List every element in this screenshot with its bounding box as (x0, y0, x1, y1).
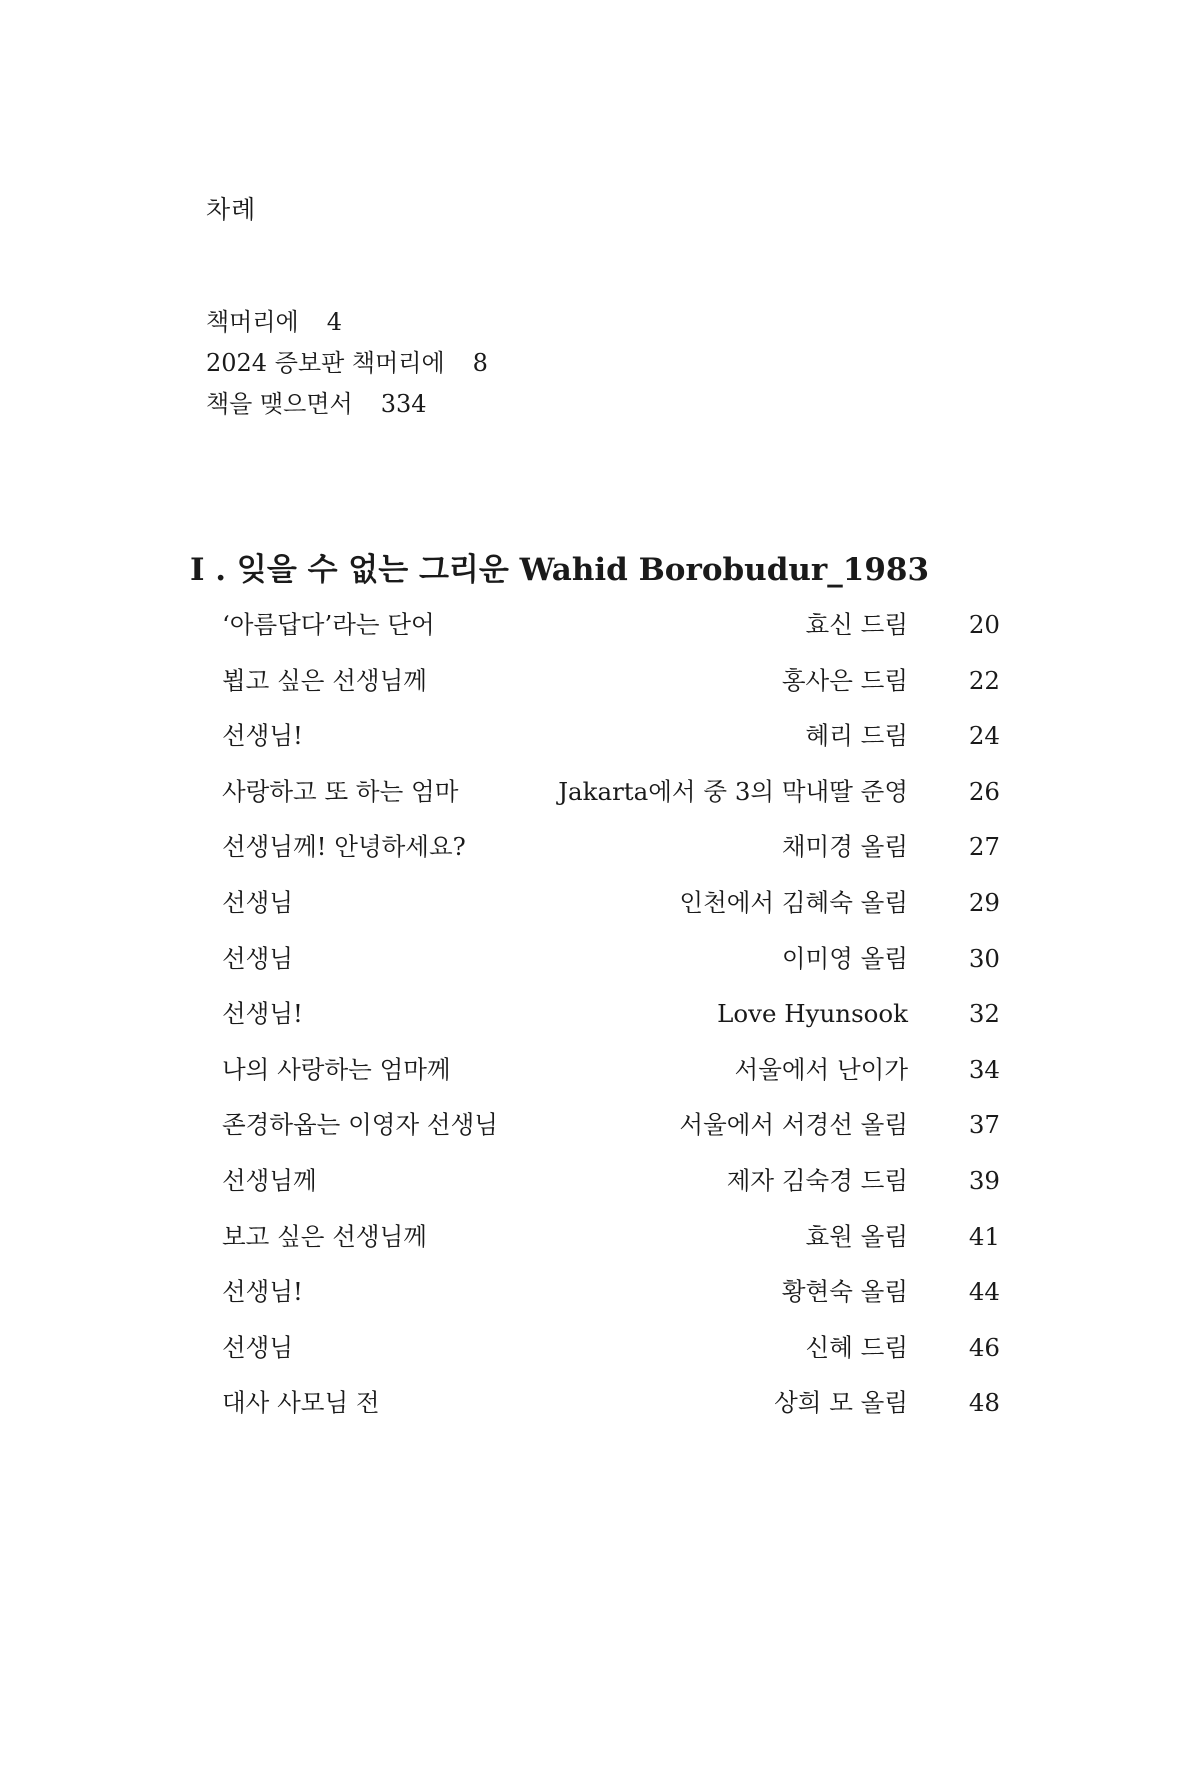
entry-author: 서울에서 난이가 (734, 1054, 908, 1084)
entry-title: 대사 사모님 전 (222, 1388, 380, 1418)
front-matter-page: 4 (326, 308, 343, 336)
entry-author: 이미영 올림 (781, 943, 908, 973)
entry-title: 선생님 (222, 943, 294, 973)
front-matter-page: 8 (472, 349, 488, 377)
toc-entry (222, 819, 1000, 875)
entry-author: 인천에서 김혜숙 올림 (679, 887, 908, 917)
toc-entry (222, 1042, 1000, 1098)
entry-page: 29 (968, 887, 1000, 917)
toc-entry (222, 1375, 1000, 1431)
toc-entry (222, 931, 1000, 987)
front-matter-list (206, 302, 488, 425)
toc-entry (222, 1153, 1000, 1209)
entry-page: 27 (968, 832, 1000, 862)
front-matter-label: 책머리에 (206, 308, 299, 336)
entry-page: 34 (968, 1054, 1000, 1084)
front-matter-label: 책을 맺으면서 (206, 390, 353, 418)
entry-page: 20 (968, 610, 1000, 639)
entry-author: 혜리 드림 (805, 721, 908, 751)
toc-entry (222, 764, 1000, 820)
entry-page: 32 (968, 999, 1000, 1029)
front-matter-item (206, 343, 488, 384)
entry-title: 선생님! (222, 999, 303, 1029)
entry-author: 서울에서 서경선 올림 (679, 1110, 908, 1140)
entry-page: 44 (968, 1277, 1000, 1307)
toc-entry (222, 1320, 1000, 1376)
entry-title: 뵙고 싶은 선생님께 (222, 665, 427, 695)
entry-title: 선생님 (222, 1332, 294, 1362)
entry-title: 선생님! (222, 721, 303, 751)
toc-entry (222, 986, 1000, 1042)
entry-author: 효신 드림 (805, 610, 908, 639)
entry-author: 제자 김숙경 드림 (726, 1165, 908, 1195)
toc-title: 차례 (206, 195, 257, 224)
entry-author: 상희 모 올림 (774, 1388, 908, 1418)
entry-page: 41 (968, 1221, 1000, 1251)
entry-title: 선생님께 (222, 1165, 317, 1195)
entry-author: 채미경 올림 (781, 832, 908, 862)
entry-page: 39 (968, 1165, 1000, 1195)
entry-page: 26 (968, 776, 1000, 806)
toc-entry-list (222, 597, 1000, 1431)
toc-entry (222, 1264, 1000, 1320)
front-matter-label: 2024 증보판 책머리에 (206, 349, 445, 377)
toc-entry (222, 875, 1000, 931)
toc-entry (222, 597, 1000, 653)
entry-page: 22 (968, 665, 1000, 695)
entry-title: 사랑하고 또 하는 엄마 (222, 776, 459, 806)
entry-page: 37 (968, 1110, 1000, 1140)
entry-author: 효원 올림 (805, 1221, 908, 1251)
entry-author: 홍사은 드림 (781, 665, 908, 695)
entry-author: 황현숙 올림 (781, 1277, 908, 1307)
entry-author: Jakarta에서 중 3의 막내딸 준영 (558, 776, 908, 806)
entry-title: 존경하옵는 이영자 선생님 (222, 1110, 498, 1140)
entry-title: 선생님께! 안녕하세요? (222, 832, 466, 862)
toc-entry (222, 653, 1000, 709)
entry-title: 선생님! (222, 1277, 303, 1307)
entry-author: Love Hyunsook (717, 999, 908, 1029)
entry-title: ‘아름답다’라는 단어 (222, 610, 435, 639)
entry-page: 48 (968, 1388, 1000, 1418)
front-matter-page: 334 (380, 390, 427, 418)
toc-entry (222, 1097, 1000, 1153)
entry-title: 보고 싶은 선생님께 (222, 1221, 427, 1251)
entry-title: 나의 사랑하는 엄마께 (222, 1054, 451, 1084)
entry-page: 46 (968, 1332, 1000, 1362)
entry-page: 24 (968, 721, 1000, 751)
section-heading: I . 잊을 수 없는 그리운 Wahid Borobudur_1983 (190, 552, 930, 588)
front-matter-item (206, 302, 488, 343)
toc-entry (222, 1209, 1000, 1265)
entry-title: 선생님 (222, 887, 294, 917)
entry-author: 신혜 드림 (805, 1332, 908, 1362)
front-matter-item (206, 384, 488, 425)
toc-entry (222, 708, 1000, 764)
entry-page: 30 (968, 943, 1000, 973)
